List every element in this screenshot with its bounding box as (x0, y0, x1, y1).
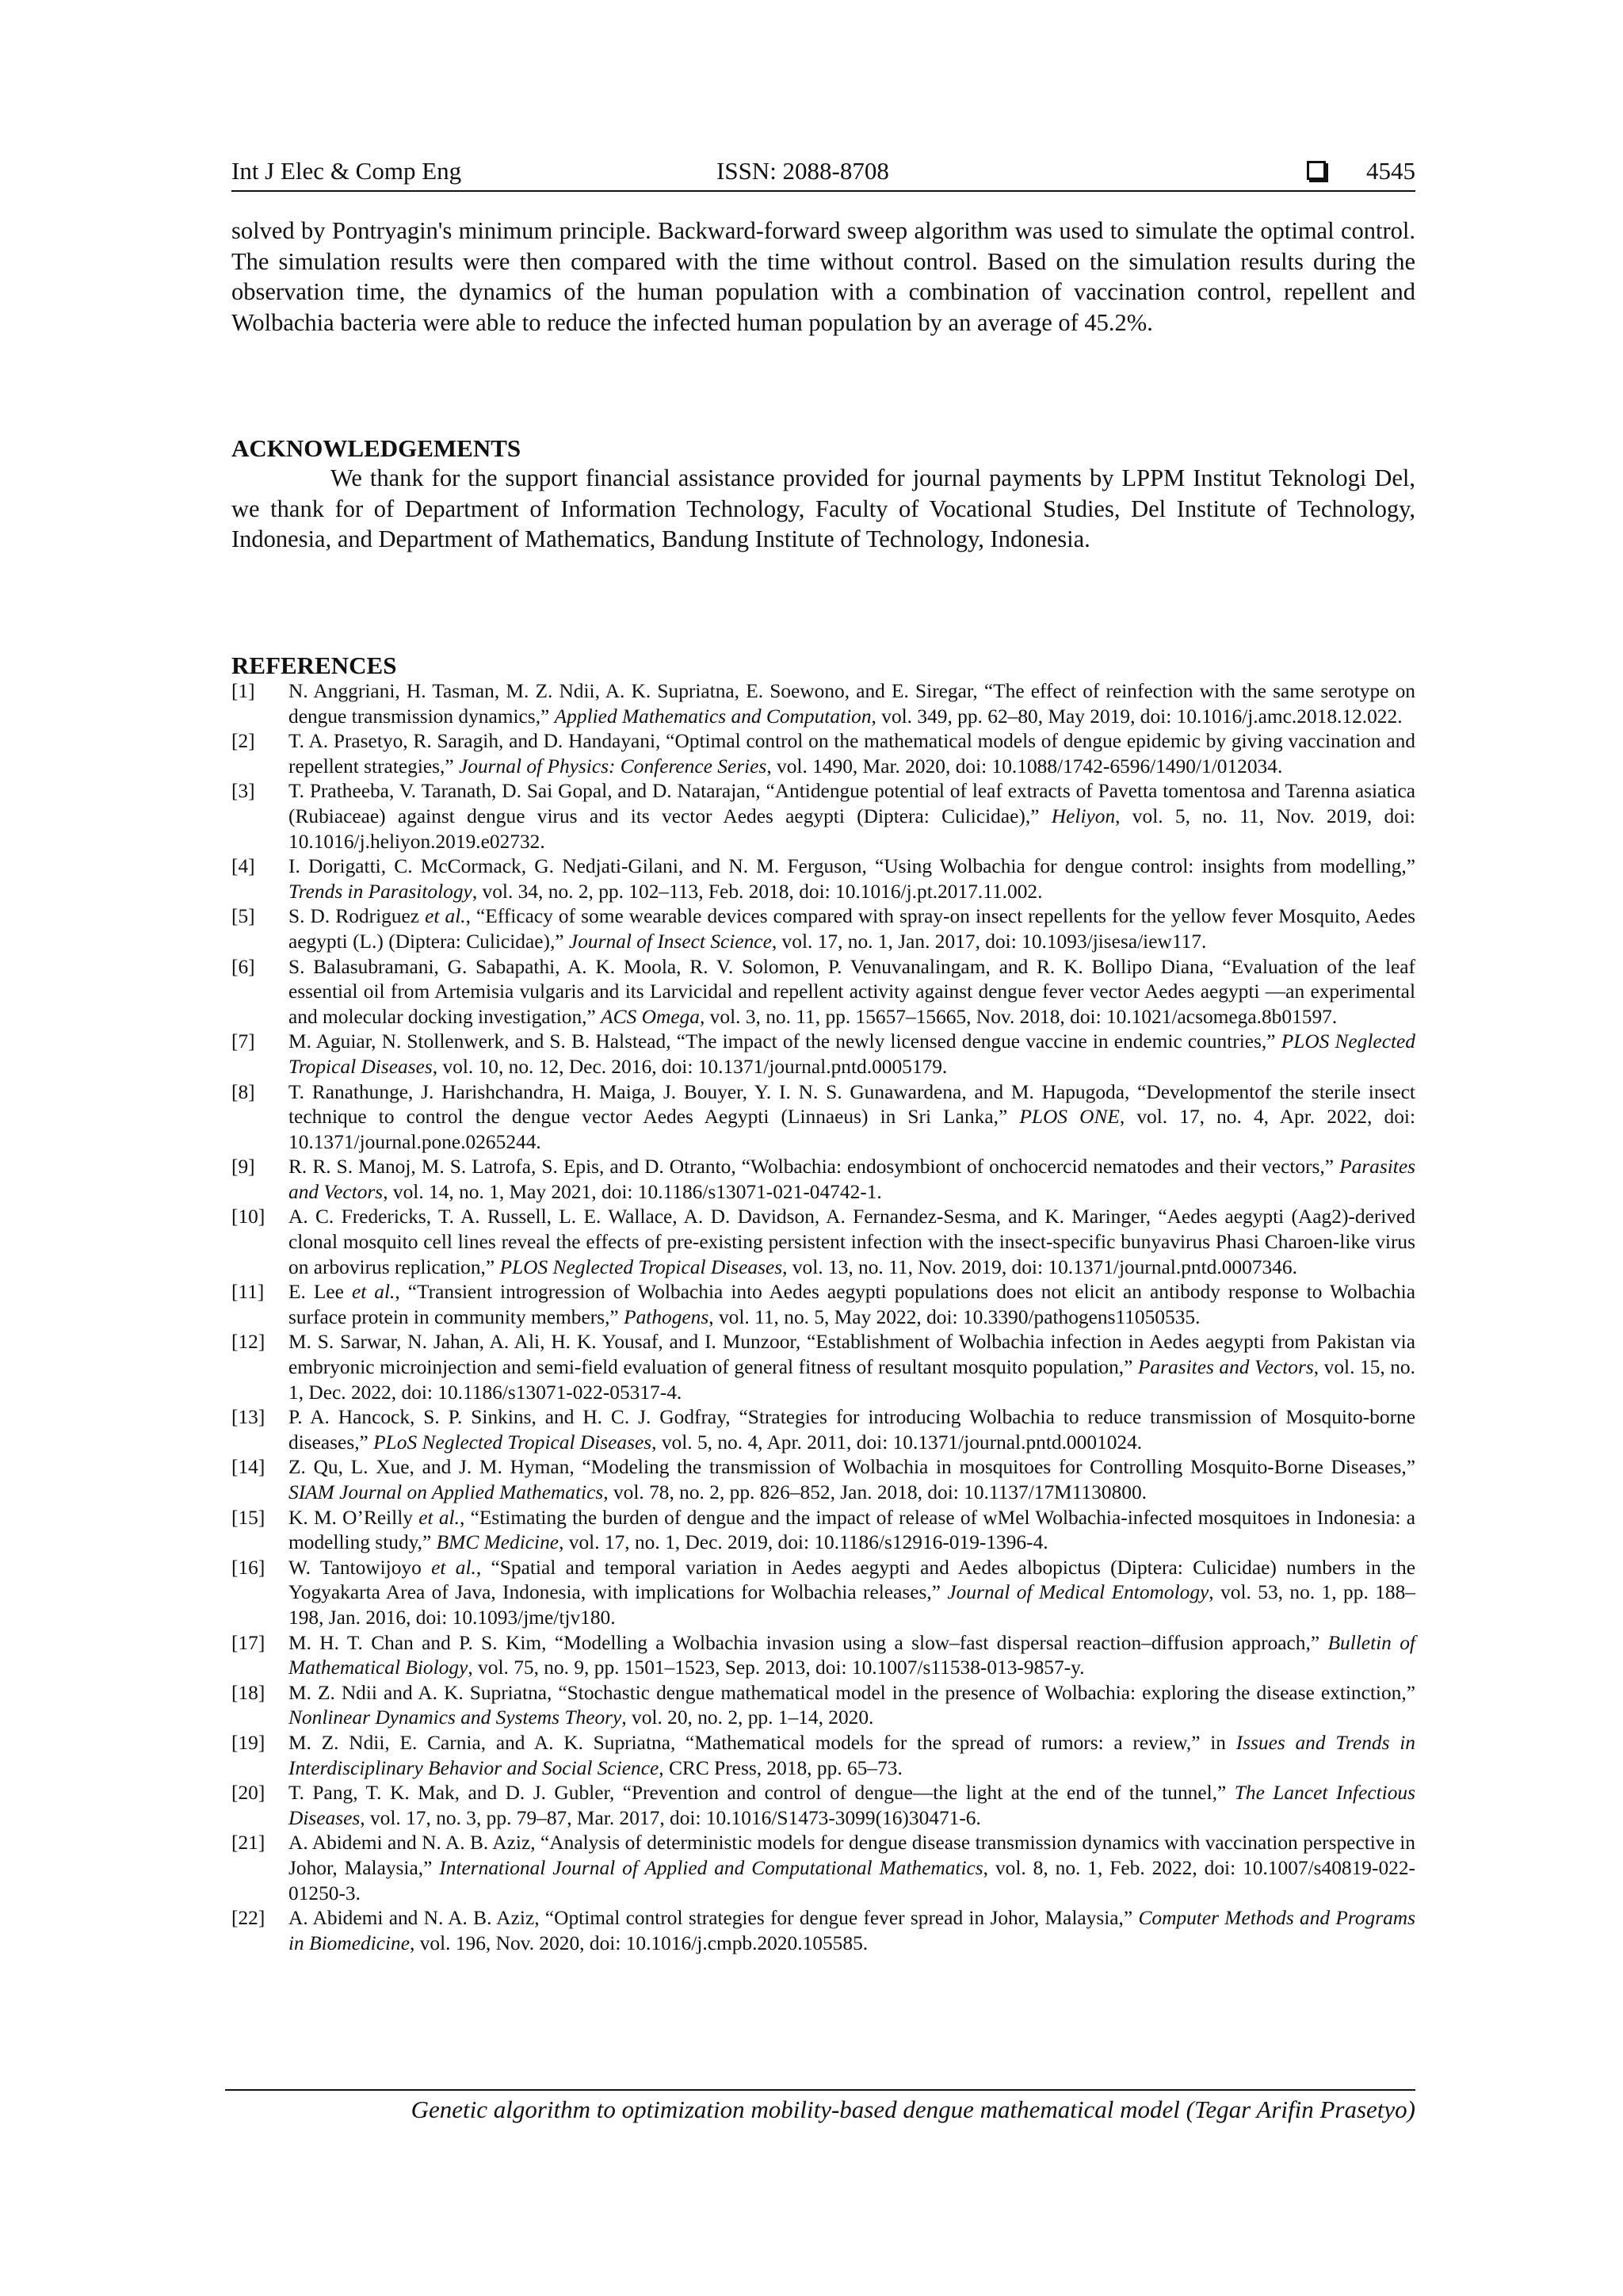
reference-authors-title: T. A. Prasetyo, R. Saragih, and D. Handayani, “Optimal control on the mathematical models of dengue epidemic by giving vaccination and repellent strategies,” (288, 730, 1415, 777)
reference-details: , vol. 8, no. 1, Feb. 2022, doi: 10.1007/s40819-022-01250-3. (288, 1856, 1415, 1904)
reference-text (288, 1906, 1415, 1956)
reference-authors-title: A. C. Fredericks, T. A. Russell, L. E. Wallace, A. D. Davidson, A. Fernandez-Sesma, and K. Maringer, “Aedes aegypti (Aag2)-derived clonal mosquito cell lines reveal the effects of pre-existing persistent infection with the insect-specific bunyavirus Phasi Charoen-like virus on arbovirus replication,” (288, 1205, 1415, 1278)
reference-venue: The Lancet Infectious Diseases (288, 1782, 1415, 1829)
reference-venue: Applied Mathematics and Computation (554, 705, 872, 728)
reference-item (231, 955, 1415, 1030)
reference-authors-title: T. Ranathunge, J. Harishchandra, H. Maiga, J. Bouyer, Y. I. N. S. Gunawardena, and M. Hapugoda, “Developmentof the sterile insect technique to control the dengue vector Aedes Aegypti (Linnaeus) in Sri Lanka,” (288, 1080, 1415, 1129)
reference-details: , vol. 5, no. 11, Nov. 2019, doi: 10.1016/j.heliyon.2019.e02732. (288, 804, 1415, 853)
reference-number: [7] (231, 1030, 255, 1053)
reference-venue: Journal of Insect Science (568, 930, 772, 953)
conclusion-paragraph: solved by Pontryagin's minimum principle. Backward-forward sweep algorithm was used to simulate the optimal control. The simulation results were then compared with the time without control. Based on the simulation results during the observation time, the dynamics of the human population with a combination of vaccination control, repellent and Wolbachia bacteria were able to reduce the infected human population by an average of 45.2%. (231, 217, 1415, 336)
reference-number: [2] (231, 730, 255, 753)
reference-number: [18] (231, 1681, 265, 1704)
reference-item (231, 679, 1415, 729)
issn-label: ISSN: 2088-8708 (716, 157, 889, 185)
reference-authors-title: T. Pang, T. K. Mak, and D. J. Gubler, “Prevention and control of dengue—the light at the end of the tunnel,” (288, 1782, 1235, 1805)
reference-details: , vol. 3, no. 11, pp. 15657–15665, Nov. 2018, doi: 10.1021/acsomega.8b01597. (699, 1005, 1338, 1028)
acknowledgements-heading: ACKNOWLEDGEMENTS (231, 434, 521, 462)
reference-number: [14] (231, 1456, 265, 1479)
reference-authors-title: A. Abidemi and N. A. B. Aziz, “Analysis of deterministic models for dengue disease transmission dynamics with vaccination perspective in Johor, Malaysia,” (288, 1832, 1415, 1879)
page-header (231, 155, 1415, 188)
reference-number: [5] (231, 905, 255, 928)
reference-venue: SIAM Journal on Applied Mathematics (288, 1481, 604, 1503)
reference-details: , vol. 13, no. 11, Nov. 2019, doi: 10.1371/journal.pntd.0007346. (782, 1255, 1297, 1278)
reference-authors-title: S. D. Rodriguez (288, 905, 426, 928)
reference-number: [1] (231, 680, 255, 702)
reference-venue: PLOS ONE (1019, 1106, 1120, 1129)
reference-authors-title: M. Z. Ndii and A. K. Supriatna, “Stochastic dengue mathematical model in the presence of Wolbachia: exploring the disease extinction,” (288, 1681, 1415, 1704)
reference-item (231, 1556, 1415, 1631)
reference-venue: ACS Omega (601, 1005, 700, 1028)
footer-rule (225, 2089, 1415, 2091)
reference-number: [16] (231, 1556, 265, 1579)
reference-text (288, 904, 1415, 954)
reference-item (231, 1681, 1415, 1731)
reference-details: , vol. 17, no. 1, Dec. 2019, doi: 10.1186/s12916-019-1396-4. (559, 1531, 1048, 1554)
reference-venue: PLOS Neglected Tropical Diseases (288, 1030, 1415, 1078)
reference-authors-title: M. H. T. Chan and P. S. Kim, “Modelling a Wolbachia invasion using a slow–fast dispersal reaction–diffusion approach,” (288, 1631, 1328, 1654)
reference-details: , vol. 75, no. 9, pp. 1501–1523, Sep. 2013, doi: 10.1007/s11538-013-9857-y. (468, 1656, 1085, 1679)
reference-number: [4] (231, 855, 255, 878)
reference-details: , vol. 14, no. 1, May 2021, doi: 10.1186/s13071-021-04742-1. (383, 1180, 882, 1203)
reference-venue: Pathogens (624, 1305, 709, 1328)
reference-details: , vol. 11, no. 5, May 2022, doi: 10.3390/pathogens11050535. (708, 1305, 1201, 1328)
reference-venue: International Journal of Applied and Computational Mathematics (439, 1856, 983, 1879)
reference-item (231, 1781, 1415, 1831)
reference-number: [3] (231, 780, 255, 803)
reference-authors-title: Z. Qu, L. Xue, and J. M. Hyman, “Modeling the transmission of Wolbachia in mosquitoes for Controlling Mosquito-Borne Diseases,” (288, 1456, 1415, 1479)
reference-item (231, 1030, 1415, 1079)
reference-item (231, 1155, 1415, 1205)
reference-authors-title: M. Aguiar, N. Stollenwerk, and S. B. Halstead, “The impact of the newly licensed dengue vaccine in endemic countries,” (288, 1030, 1281, 1053)
reference-venue: Nonlinear Dynamics and Systems Theory (288, 1706, 622, 1729)
reference-text (288, 1556, 1415, 1631)
reference-authors-title: N. Anggriani, H. Tasman, M. Z. Ndii, A. K. Supriatna, E. Soewono, and E. Siregar, “The effect of reinfection with the same serotype on dengue transmission dynamics,” (288, 680, 1415, 728)
journal-name: Int J Elec & Comp Eng (231, 157, 462, 185)
reference-title: , “Transient introgression of Wolbachia into Aedes aegypti populations does not elicit an antibody response to Wolbachia surface protein in community members,” (288, 1281, 1415, 1328)
reference-item (231, 1405, 1415, 1455)
acknowledgements-paragraph: We thank for the support financial assistance provided for journal payments by LPPM Institut Teknologi Del, we thank for of Department of Information Technology, Faculty of Vocational Studies, Del Institute of Technology, Indonesia, and Department of Mathematics, Bandung Institute of Technology, Indonesia. (231, 464, 1415, 553)
reference-text (288, 1030, 1415, 1079)
reference-number: [15] (231, 1506, 265, 1529)
reference-details: , vol. 53, no. 1, pp. 188–198, Jan. 2016, doi: 10.1093/jme/tjv180. (288, 1581, 1415, 1629)
reference-text (288, 1506, 1415, 1556)
reference-details: , vol. 78, no. 2, pp. 826–852, Jan. 2018, doi: 10.1137/17M1130800. (603, 1481, 1148, 1503)
reference-number: [10] (231, 1205, 265, 1228)
reference-details: , vol. 10, no. 12, Dec. 2016, doi: 10.1371/journal.pntd.0005179. (432, 1055, 948, 1078)
reference-number: [13] (231, 1406, 265, 1429)
reference-title: , “Estimating the burden of dengue and the impact of release of wMel Wolbachia-infected mosquitoes in Indonesia: a modelling study,” (288, 1506, 1415, 1554)
reference-text (288, 1405, 1415, 1455)
reference-authors-title: S. Balasubramani, G. Sabapathi, A. K. Moola, R. V. Solomon, P. Venuvanalingam, and R. K. Bollipo Diana, “Evaluation of the leaf essential oil from Artemisia vulgaris and its Larvicidal and repellent activity against dengue fever vector Aedes aegypti —an experimental and molecular docking investigation,” (288, 955, 1415, 1028)
reference-text (288, 729, 1415, 779)
reference-venue: Parasites and Vectors (1137, 1356, 1314, 1379)
reference-number: [6] (231, 955, 255, 978)
reference-title: , “Efficacy of some wearable devices compared with spray-on insect repellents for the yellow fever Mosquito, Aedes aegypti (L.) (Diptera: Culicidae),” (288, 905, 1415, 953)
reference-details: , vol. 15, no. 1, Dec. 2022, doi: 10.1186/s13071-022-05317-4. (288, 1356, 1415, 1404)
reference-venue: PLoS Neglected Tropical Diseases (373, 1431, 652, 1454)
reference-text (288, 1330, 1415, 1405)
reference-venue: Journal of Medical Entomology (947, 1581, 1209, 1604)
reference-et-al: et al. (431, 1556, 476, 1579)
reference-number: [12] (231, 1331, 265, 1354)
reference-details: , vol. 17, no. 3, pp. 79–87, Mar. 2017, doi: 10.1016/S1473-3099(16)30471-6. (360, 1806, 981, 1829)
running-title: Genetic algorithm to optimization mobility-based dengue mathematical model (Tegar Arifin Prasetyo) (411, 2095, 1415, 2123)
page-number: 4545 (1366, 157, 1415, 185)
references-list (231, 679, 1415, 1956)
reference-authors-title: T. Pratheeba, V. Taranath, D. Sai Gopal, and D. Natarajan, “Antidengue potential of leaf extracts of Pavetta tomentosa and Tarenna asiatica (Rubiaceae) against dengue virus and its vector Aedes aegypti (Diptera: Culicidae),” (288, 780, 1415, 827)
reference-authors-title: E. Lee (288, 1281, 352, 1304)
checkbox-square-icon (1307, 161, 1326, 180)
reference-et-al: et al. (351, 1281, 395, 1304)
reference-item (231, 1455, 1415, 1505)
reference-item (231, 904, 1415, 954)
reference-number: [19] (231, 1731, 265, 1754)
reference-authors-title: P. A. Hancock, S. P. Sinkins, and H. C. J. Godfray, “Strategies for introducing Wolbachia to reduce transmission of Mosquito-borne diseases,” (288, 1406, 1415, 1454)
reference-title: , “Spatial and temporal variation in Aedes aegypti and Aedes albopictus (Diptera: Culicidae) numbers in the Yogyakarta Area of Java, Indonesia, with implications for Wolbachia releases,” (288, 1556, 1415, 1604)
reference-details: , vol. 196, Nov. 2020, doi: 10.1016/j.cmpb.2020.105585. (410, 1931, 869, 1954)
reference-item (231, 1330, 1415, 1405)
reference-text (288, 1280, 1415, 1330)
reference-venue: Trends in Parasitology (288, 880, 472, 903)
reference-text (288, 1155, 1415, 1205)
reference-authors-title: R. R. S. Manoj, M. S. Latrofa, S. Epis, and D. Otranto, “Wolbachia: endosymbiont of onchocercid nematodes and their vectors,” (288, 1156, 1340, 1179)
reference-text (288, 1731, 1415, 1781)
reference-venue: Bulletin of Mathematical Biology (288, 1631, 1415, 1679)
reference-venue: Computer Methods and Programs in Biomedicine (288, 1907, 1416, 1954)
reference-text (288, 1681, 1415, 1731)
reference-details: , vol. 1490, Mar. 2020, doi: 10.1088/1742-6596/1490/1/012034. (766, 755, 1283, 777)
header-rule (231, 190, 1415, 192)
reference-item (231, 1831, 1415, 1906)
reference-text (288, 1831, 1415, 1906)
reference-details: , vol. 20, no. 2, pp. 1–14, 2020. (621, 1706, 874, 1729)
reference-number: [9] (231, 1156, 255, 1179)
reference-item (231, 1731, 1415, 1781)
reference-item (231, 779, 1415, 854)
reference-item (231, 1631, 1415, 1681)
reference-venue: PLOS Neglected Tropical Diseases (499, 1255, 783, 1278)
reference-number: [22] (231, 1907, 265, 1930)
reference-number: [17] (231, 1631, 265, 1654)
reference-item (231, 1506, 1415, 1556)
reference-text (288, 854, 1415, 904)
reference-authors-title: W. Tantowijoyo (288, 1556, 432, 1579)
reference-et-al: et al. (425, 905, 466, 928)
reference-authors-title: K. M. O’Reilly (288, 1506, 419, 1529)
reference-authors-title: M. Z. Ndii, E. Carnia, and A. K. Supriatna, “Mathematical models for the spread of rumors: a review,” in (288, 1731, 1236, 1754)
reference-authors-title: M. S. Sarwar, N. Jahan, A. Ali, H. K. Yousaf, and I. Munzoor, “Establishment of Wolbachia infection in Aedes aegypti from Pakistan via embryonic microinjection and semi-field evaluation of general fitness of resultant mosquito population,” (288, 1331, 1415, 1379)
reference-details: , CRC Press, 2018, pp. 65–73. (659, 1756, 903, 1779)
reference-et-al: et al. (418, 1506, 460, 1529)
reference-authors-title: A. Abidemi and N. A. B. Aziz, “Optimal control strategies for dengue fever spread in Johor, Malaysia,” (288, 1907, 1139, 1930)
reference-number: [11] (231, 1281, 265, 1304)
reference-text (288, 1631, 1415, 1681)
reference-item (231, 1280, 1415, 1330)
reference-details: , vol. 17, no. 4, Apr. 2022, doi: 10.1371/journal.pone.0265244. (288, 1106, 1415, 1153)
reference-venue: Heliyon (1051, 804, 1116, 827)
reference-authors-title: I. Dorigatti, C. McCormack, G. Nedjati-Gilani, and N. M. Ferguson, “Using Wolbachia for dengue control: insights from modelling,” (288, 855, 1415, 878)
reference-text (288, 1080, 1415, 1156)
reference-item (231, 729, 1415, 779)
reference-number: [8] (231, 1080, 255, 1103)
reference-text (288, 955, 1415, 1030)
reference-number: [21] (231, 1832, 265, 1855)
reference-details: , vol. 34, no. 2, pp. 102–113, Feb. 2018, doi: 10.1016/j.pt.2017.11.002. (472, 880, 1043, 903)
reference-venue: Issues and Trends in Interdisciplinary Behavior and Social Science (288, 1731, 1415, 1779)
reference-number: [20] (231, 1782, 265, 1805)
reference-item (231, 1205, 1415, 1280)
reference-details: , vol. 349, pp. 62–80, May 2019, doi: 10.1016/j.amc.2018.12.022. (871, 705, 1403, 728)
reference-text (288, 1455, 1415, 1505)
reference-venue: Journal of Physics: Conference Series (459, 755, 767, 777)
reference-details: , vol. 5, no. 4, Apr. 2011, doi: 10.1371/journal.pntd.0001024. (651, 1431, 1143, 1454)
reference-details: , vol. 17, no. 1, Jan. 2017, doi: 10.1093/jisesa/iew117. (771, 930, 1207, 953)
reference-text (288, 1781, 1415, 1831)
reference-item (231, 854, 1415, 904)
reference-item (231, 1080, 1415, 1156)
references-heading: REFERENCES (231, 651, 397, 679)
reference-venue: Parasites and Vectors (288, 1156, 1415, 1203)
reference-text (288, 1205, 1415, 1280)
reference-text (288, 779, 1415, 854)
reference-venue: BMC Medicine (436, 1531, 559, 1554)
reference-text (288, 679, 1415, 729)
reference-item (231, 1906, 1415, 1956)
